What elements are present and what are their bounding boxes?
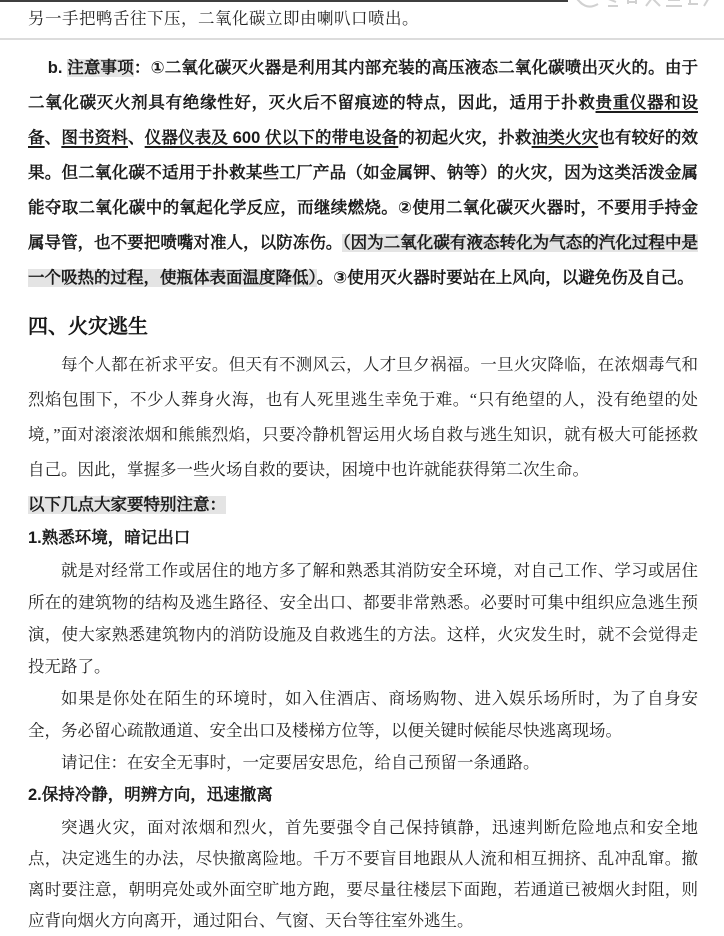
- point-2-paragraph-1: 突遇火灾，面对浓烟和烈火，首先要强令自己保持镇静，迅速判断危险地点和安全地点，决定逃生的办法，尽快撤离险地。千万不要盲目地跟从人流和相互拥挤、乱冲乱窜。撤离时要注意，朝明亮处或外面空旷地方跑，要尽量往楼层下面跑，若通道已被烟火封阻，则应背向烟火方向离开，通过阳台、气窗、天台等往室外逃生。: [28, 817, 698, 930]
- point-1-paragraph-3: 请记住：在安全无事时，一定要居安思危，给自己预留一条通路。: [61, 752, 540, 772]
- overflow-text-line: 另一手把鸭舌往下压，二氧化碳立即由喇叭口喷出。: [28, 9, 419, 28]
- top-border-line: [0, 0, 568, 2]
- notes-paragraph: b. 注意事项：①二氧化碳灭火器是利用其内部充装的高压液态二氧化碳喷出灭火的。由于二氧化碳灭火剂具有绝缘性好，灭火后不留痕迹的特点，因此，适用于扑救贵重仪器和设备、图书资料、仪器仪表及 600 伏以下的带电设备的初起火灾，扑救油类火灾也有较好的效果。但二氧化碳不适用于扑救某些工厂产品（如金属钾、钠等）的火灾，因为这类活泼金属能夺取二氧化碳中的氧起化学反应，而继续燃烧。②使用二氧化碳灭火器时，不要用手持金属导管，也不要把喷嘴对准人，以防冻伤。（因为二氧化碳有液态转化为气态的汽化过程中是一个吸热的过程，使瓶体表面温度降低）。③使用灭火器时要站在上风向，以避免伤及自己。: [28, 59, 699, 287]
- page-divider: [0, 38, 724, 40]
- point-1-heading: 1.熟悉环境，暗记出口: [28, 528, 191, 547]
- watermark-logo: [572, 0, 722, 14]
- point-1-paragraph-1: 就是对经常工作或居住的地方多了解和熟悉其消防安全环境，对自己工作、学习或居住所在的建筑物的结构及逃生路径、安全出口、都要非常熟悉。必要时可集中组织应急逃生预演，使大家熟悉建筑物内的消防设施及自救逃生的方法。这样，火灾发生时，就不会觉得走投无路了。: [28, 560, 698, 676]
- section-heading-fire-escape: 四、火灾逃生: [28, 315, 148, 338]
- point-2-heading: 2.保持冷静，明辨方向，迅速撤离: [28, 785, 273, 804]
- notice-line-highlight: 以下几点大家要特别注意：: [28, 495, 226, 514]
- notice-line: [28, 489, 698, 522]
- point-1-paragraph-2: 如果是你处在陌生的环境时，如入住酒店、商场购物、进入娱乐场所时，为了自身安全，务必留心疏散通道、安全出口及楼梯方位等，以便关键时候能尽快逃离现场。: [28, 688, 698, 740]
- fire-escape-intro-paragraph: 每个人都在祈求平安。但天有不测风云，人才旦夕祸福。一旦火灾降临，在浓烟毒气和烈焰包围下，不少人葬身火海，也有人死里逃生幸免于难。“只有绝望的人，没有绝望的处境，”面对滚滚浓烟和熊熊烈焰，只要冷静机智运用火场自救与逃生知识，就有极大可能拯救自己。因此，掌握多一些火场自救的要诀，困境中也许就能获得第二次生命。: [28, 354, 698, 479]
